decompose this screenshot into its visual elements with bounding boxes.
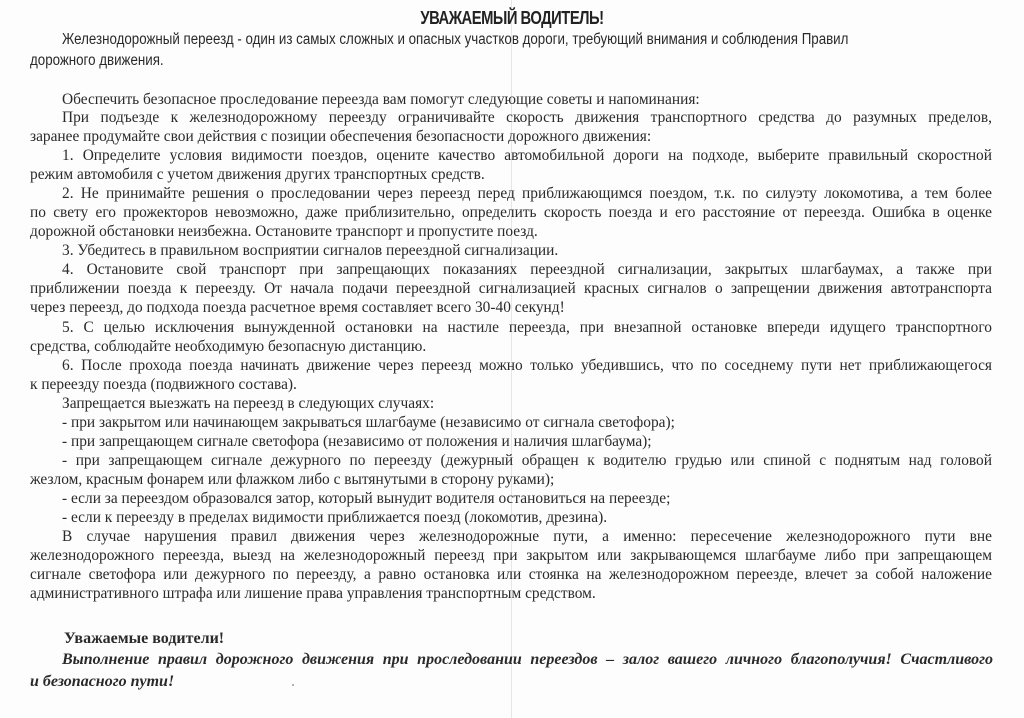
body-line: - при запрещающем сигнале светофора (независимо от положения и наличия шлагбаума); — [62, 433, 652, 450]
body-line: Запрещается выезжать на переезд в следующих случаях: — [62, 395, 435, 412]
body-line: дорожной обстановки неизбежна. Остановите транспорт и пропустите поезд. — [30, 223, 538, 240]
document-title: УВАЖАЕМЫЙ ВОДИТЕЛЬ! — [420, 8, 604, 28]
body-line: к переезду поезда (подвижного состава). — [30, 376, 297, 393]
body-line: - если к переезду в пределах видимости приближается поезд (локомотив, дрезина). — [62, 509, 608, 526]
body-line: - при закрытом или начинающем закрываться шлагбауме (независимо от сигнала светофора); — [62, 414, 675, 431]
body-line: - если за переездом образовался затор, который вынудит водителя остановиться на переезде; — [62, 490, 671, 507]
body-line: административного штрафа или лишение права управления транспортным средством. — [30, 585, 596, 602]
scan-speck — [292, 684, 294, 686]
closing-line-1: Выполнение правил дорожного движения при проследовании переездов – залог вашего личного благополучия! Счастливого — [62, 651, 993, 668]
body-line: - при запрещающем сигнале дежурного по переезду (дежурный обращен к водителю грудью или спиной с поднятым над головой — [62, 452, 992, 469]
body-line: через переезд, до подхода поезда расчетное время составляет всего 30-40 секунд! — [30, 299, 565, 316]
body-line: Обеспечить безопасное проследование переезда вам помогут следующие советы и напоминания: — [62, 91, 700, 108]
body-line: 5. С целью исключения вынужденной остановки на настиле переезда, при внезапной остановке впереди идущего транспортного — [62, 319, 992, 336]
body-line: средства, соблюдайте необходимую безопасную дистанцию. — [30, 338, 427, 355]
intro-line-1: Железнодорожный переезд - один из самых сложных и опасных участков дороги, требующий внимания и соблюдения Правил — [62, 31, 849, 48]
body-line: по свету его прожекторов невозможно, даже приблизительно, определить скорость поезда и его расстояние от переезда. Ошибка в оценке — [30, 204, 992, 221]
body-line: заранее продумайте свои действия с позиции обеспечения безопасности дорожного движения: — [30, 128, 652, 145]
body-line: В случае нарушения правил движения через железнодорожные пути, а именно: пересечение железнодорожного пути вне — [62, 528, 992, 545]
closing-heading: Уважаемые водители! — [64, 630, 225, 647]
closing-line-2: и безопасного пути! — [30, 673, 175, 690]
body-line: сигнале светофора или дежурного по переезду, а равно остановка или стоянка на железнодорожном переезде, влечет за собой наложение — [30, 566, 992, 583]
body-line: жезлом, красным фонарем или флажком либо с вытянутыми в сторону руками); — [30, 471, 555, 488]
body-line: 2. Не принимайте решения о проследовании через переезд перед приближающимся поездом, т.к. по силуэту локомотива, а тем более — [62, 185, 992, 202]
body-line: 6. После прохода поезда начинать движение через переезд можно только убедившись, что по соседнему пути нет приближающегося — [62, 357, 992, 374]
body-line: 3. Убедитесь в правильном восприятии сигналов переездной сигнализации. — [62, 242, 559, 259]
body-line: режим автомобиля с учетом движения других транспортных средств. — [30, 166, 485, 183]
body-line: 1. Определите условия видимости поездов, оцените качество автомобильной дороги на подходе, выберите правильный скоростной — [62, 147, 992, 164]
body-line: 4. Остановите свой транспорт при запрещающих показаниях переездной сигнализации, закрытых шлагбаумах, а также при — [62, 261, 992, 278]
body-line: При подъезде к железнодорожному переезду ограничивайте скорость движения транспортного средства до разумных пределов, — [62, 109, 992, 126]
body-line: железнодорожного переезда, выезд на железнодорожный переезд при закрытом или закрывающемся шлагбауме либо при запрещающем — [30, 547, 992, 564]
intro-line-2: дорожного движения. — [30, 52, 164, 69]
body-line: приближении поезда к переезду. От начала подачи переездной сигнализацией красных сигналов о запрещении движения автотранспорта — [30, 280, 992, 297]
